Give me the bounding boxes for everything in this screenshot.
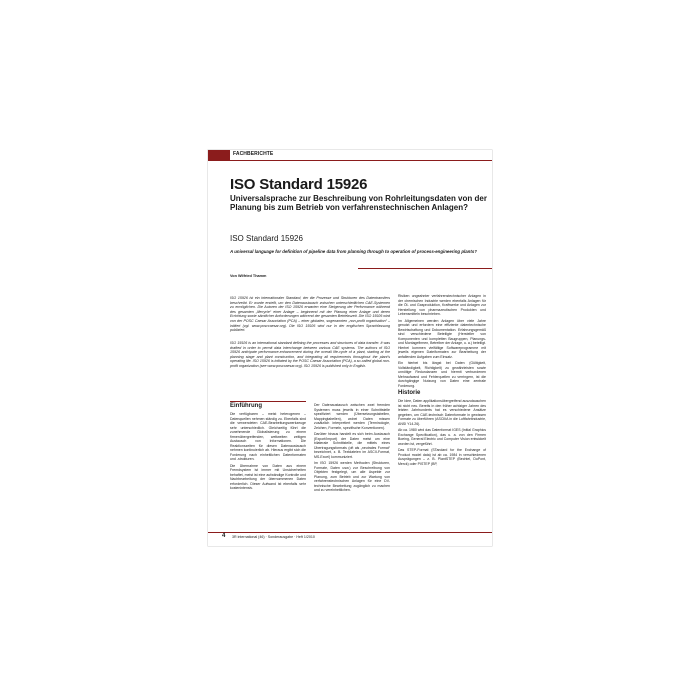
paragraph: Die Idee, Daten applikationsübergreifend auszutauschen ist nicht neu. Bereits in den früher achtziger Jahren des letzten Jahrhunderts hat es verschiedene Ansätze gegeben, um CAE-technisch Datenformate in gewissen Formate zu überführen (ASCIIiA in die Luftfahrtindustrie, ANSI Y14.26). [398,399,486,426]
section-rule [230,160,492,161]
publication-line: 3R international (46) · Sonderausgabe · Heft 1/2010 [232,535,315,539]
abstract-english: ISO 15926 is an international standard defining the processes and structures of data transfer. It was drafted in order to permit data interchange between various CAE systems. The authors of ISO 15926 anticipate performance-enhancement during the overall life-cycle of a plant, starting at the planning stage and plant construction, and integrating all requirements throughout the plant's operating life. ISO 15926 is initiated by the POSC Caesar Association (PCA), a so-called global non-profit organization (see www.posccaesar.org). ISO 15926 is published only in English. [230,341,390,368]
paragraph: Die Übernahme von Daten aus einem Fremdsystem ist immer mit Unsicherheiten behaftet, meist ist eine aufwändige Kontrolle und Nachbearbeitung der übernommenen Daten erforderlich. Dieser Aufwand ist ebenfalls sehr kostenintensiv. [230,463,306,490]
footer-rule [208,532,492,533]
middle-column [314,403,390,495]
english-subtitle: A universal language for definition of pipeline data from planning through to operation of process-engineering plants? [230,249,477,254]
paragraph: Ab ca. 1980 wird das Datenformat IGES (Initial Graphics Exchange Specification), das u. a. von den Firmen Boeing, General Electric und Computer Vision entwickelt worden ist, vergeführt. [398,428,486,446]
section-label: FACHBERICHTE [233,151,274,157]
title-divider [358,268,492,269]
abstract-german: ISO 15926 ist ein internationaler Standard, der die Prozesse und Strukturen des Datentransfers beschreibt. Er wurde erstellt, um den Datenaustausch zwischen unterschiedlichen CAE-Systemen zu ermöglichen. Die Autoren der ISO 15926 erwarten eine Steigerung der Performance während des gesamten „lifecycle“ einer Anlage – beginnend mit der Planung einer Anlage und deren Errichtung sowie sämtlicher Anforderungen während der gesamten Betriebszeit. Die ISO 15926 wird von der POSC Caesar Association (PCA) – einer globalen, sogenannten „non-profit organisation“ – initiiert (vgl. www.posccaesar.org). Die ISO 15926 wird nur in der englischen Sprachfassung publiziert. [230,296,390,333]
paragraph: Im ISO 15926 werden Methoden (Strukturen, Formate, Daten usw.) zur Beschreibung von Objekten festgelegt, um alle Aspekte zur Planung, zum Betrieb und zur Wartung von verfahrenstechnischen Anlagen für eine DV-technische Bearbeitung zugänglich zu machen und zu vereinheitlichen. [314,461,390,492]
section-color-block [208,150,230,161]
paragraph: Ein hierbei bis längst bei Daten (Gültigkeit, Vollständigkeit, Richtigkeit) zu gewährleisten sowie unnötige Redundanzen und hiermit verbundenen Mehraufwand und Fehlerquellen zu verringern, ist die durchgängige Nutzung von Daten eine zentrale Forderung. [398,361,486,388]
paragraph: Der Datenaustausch zwischen zwei fremden Systemen muss jeweils in einer Schnittstelle spezifiziert werden (Übersetzungstabellen, Mappingtabellen), wobei Daten missen zusätzlich interpretiert werden (Terminologie, Zeichen, Formeln, spezifische Konventionen). [314,403,390,430]
heading-historie: Historie [398,390,421,396]
paragraph: Risiken ungeahnter verfahrenstechnischer Anlagen in der chemischen Industrie werden ebenfalls Anlagen für die Öl- und Gasproduktion, Kraftwerke und Anlagen zur Herstellung von pharmazeutischen Produkten und Lebensmitteln beschrieben. [398,294,486,316]
article-title: ISO Standard 15926 [230,176,368,193]
magazine-page [208,150,492,546]
paragraph: Das STEP-Format (STandard for the Exchange of Product model data) ist ab ca. 1984 in verschiedenen Ausprägungen – z. B. PlantSTEP (Bechtel, DuPont, Merck) oder PISTEP (BP, [398,448,486,466]
column-rule [230,401,306,402]
author-line: Von Wilfried Thamm [230,274,267,278]
paragraph: Darüber hinaus handelt es sich beim Austausch (Export/Import) der Daten meist um eine bilaterale Schnittstelle, die mittels eines Übertragungsformats (oft als „neutrales Format“ bezeichnet, z. B. Textdateien im ASCII-Format, MS-Excel) kommuniziert. [314,432,390,459]
article-subtitle: Universalsprache zur Beschreibung von Rohrleitungsdaten von der Planung bis zum Betrieb von verfahrenstechnischen Anlagen? [230,194,487,212]
paragraph: Im Allgemeinen werden Anlagen über viele Jahre genutzt und erfordern eine effiziente datentechnische Bewirtschaftung und Dokumentation. Erfahrungsgemäß sind verschiedene Beteiligte (Hersteller von Komponenten und kompletten Baugruppen, Planungs- und Montagefirmen, Betreiber der Anlage, u. a.) beteiligt. Hierbei kommen vielfältige Softwareprogramme mit jeweils eigenen Dateiformaten zur Bearbeitung der anfallenden Aufgaben zum Einsatz. [398,318,486,359]
left-column [230,403,306,493]
english-title: ISO Standard 15926 [230,234,303,243]
heading-einfuehrung: Einführung [230,403,262,409]
page-number: 4 [222,533,226,539]
paragraph: Die verfügbaren – meist heterogenen – Datenquellen nehmen ständig zu. Ebenfalls sind die verwendeten CAE-Bearbeitungswerkzeuge sehr unterschiedlich. Gleichzeitig führt die zunehmende Globalisierung zu einem firmenübergreifenden, weltweiten zeitigen Austausch von Informationen. Die Reaktionszeiten für diesen Datenaustausch nehmen kontinuierlich ab. Hieraus ergibt sich die Forderung nach einheitlichen Datenformaten und -strukturen. [230,412,306,461]
section-header [208,150,492,161]
right-column [398,294,486,468]
